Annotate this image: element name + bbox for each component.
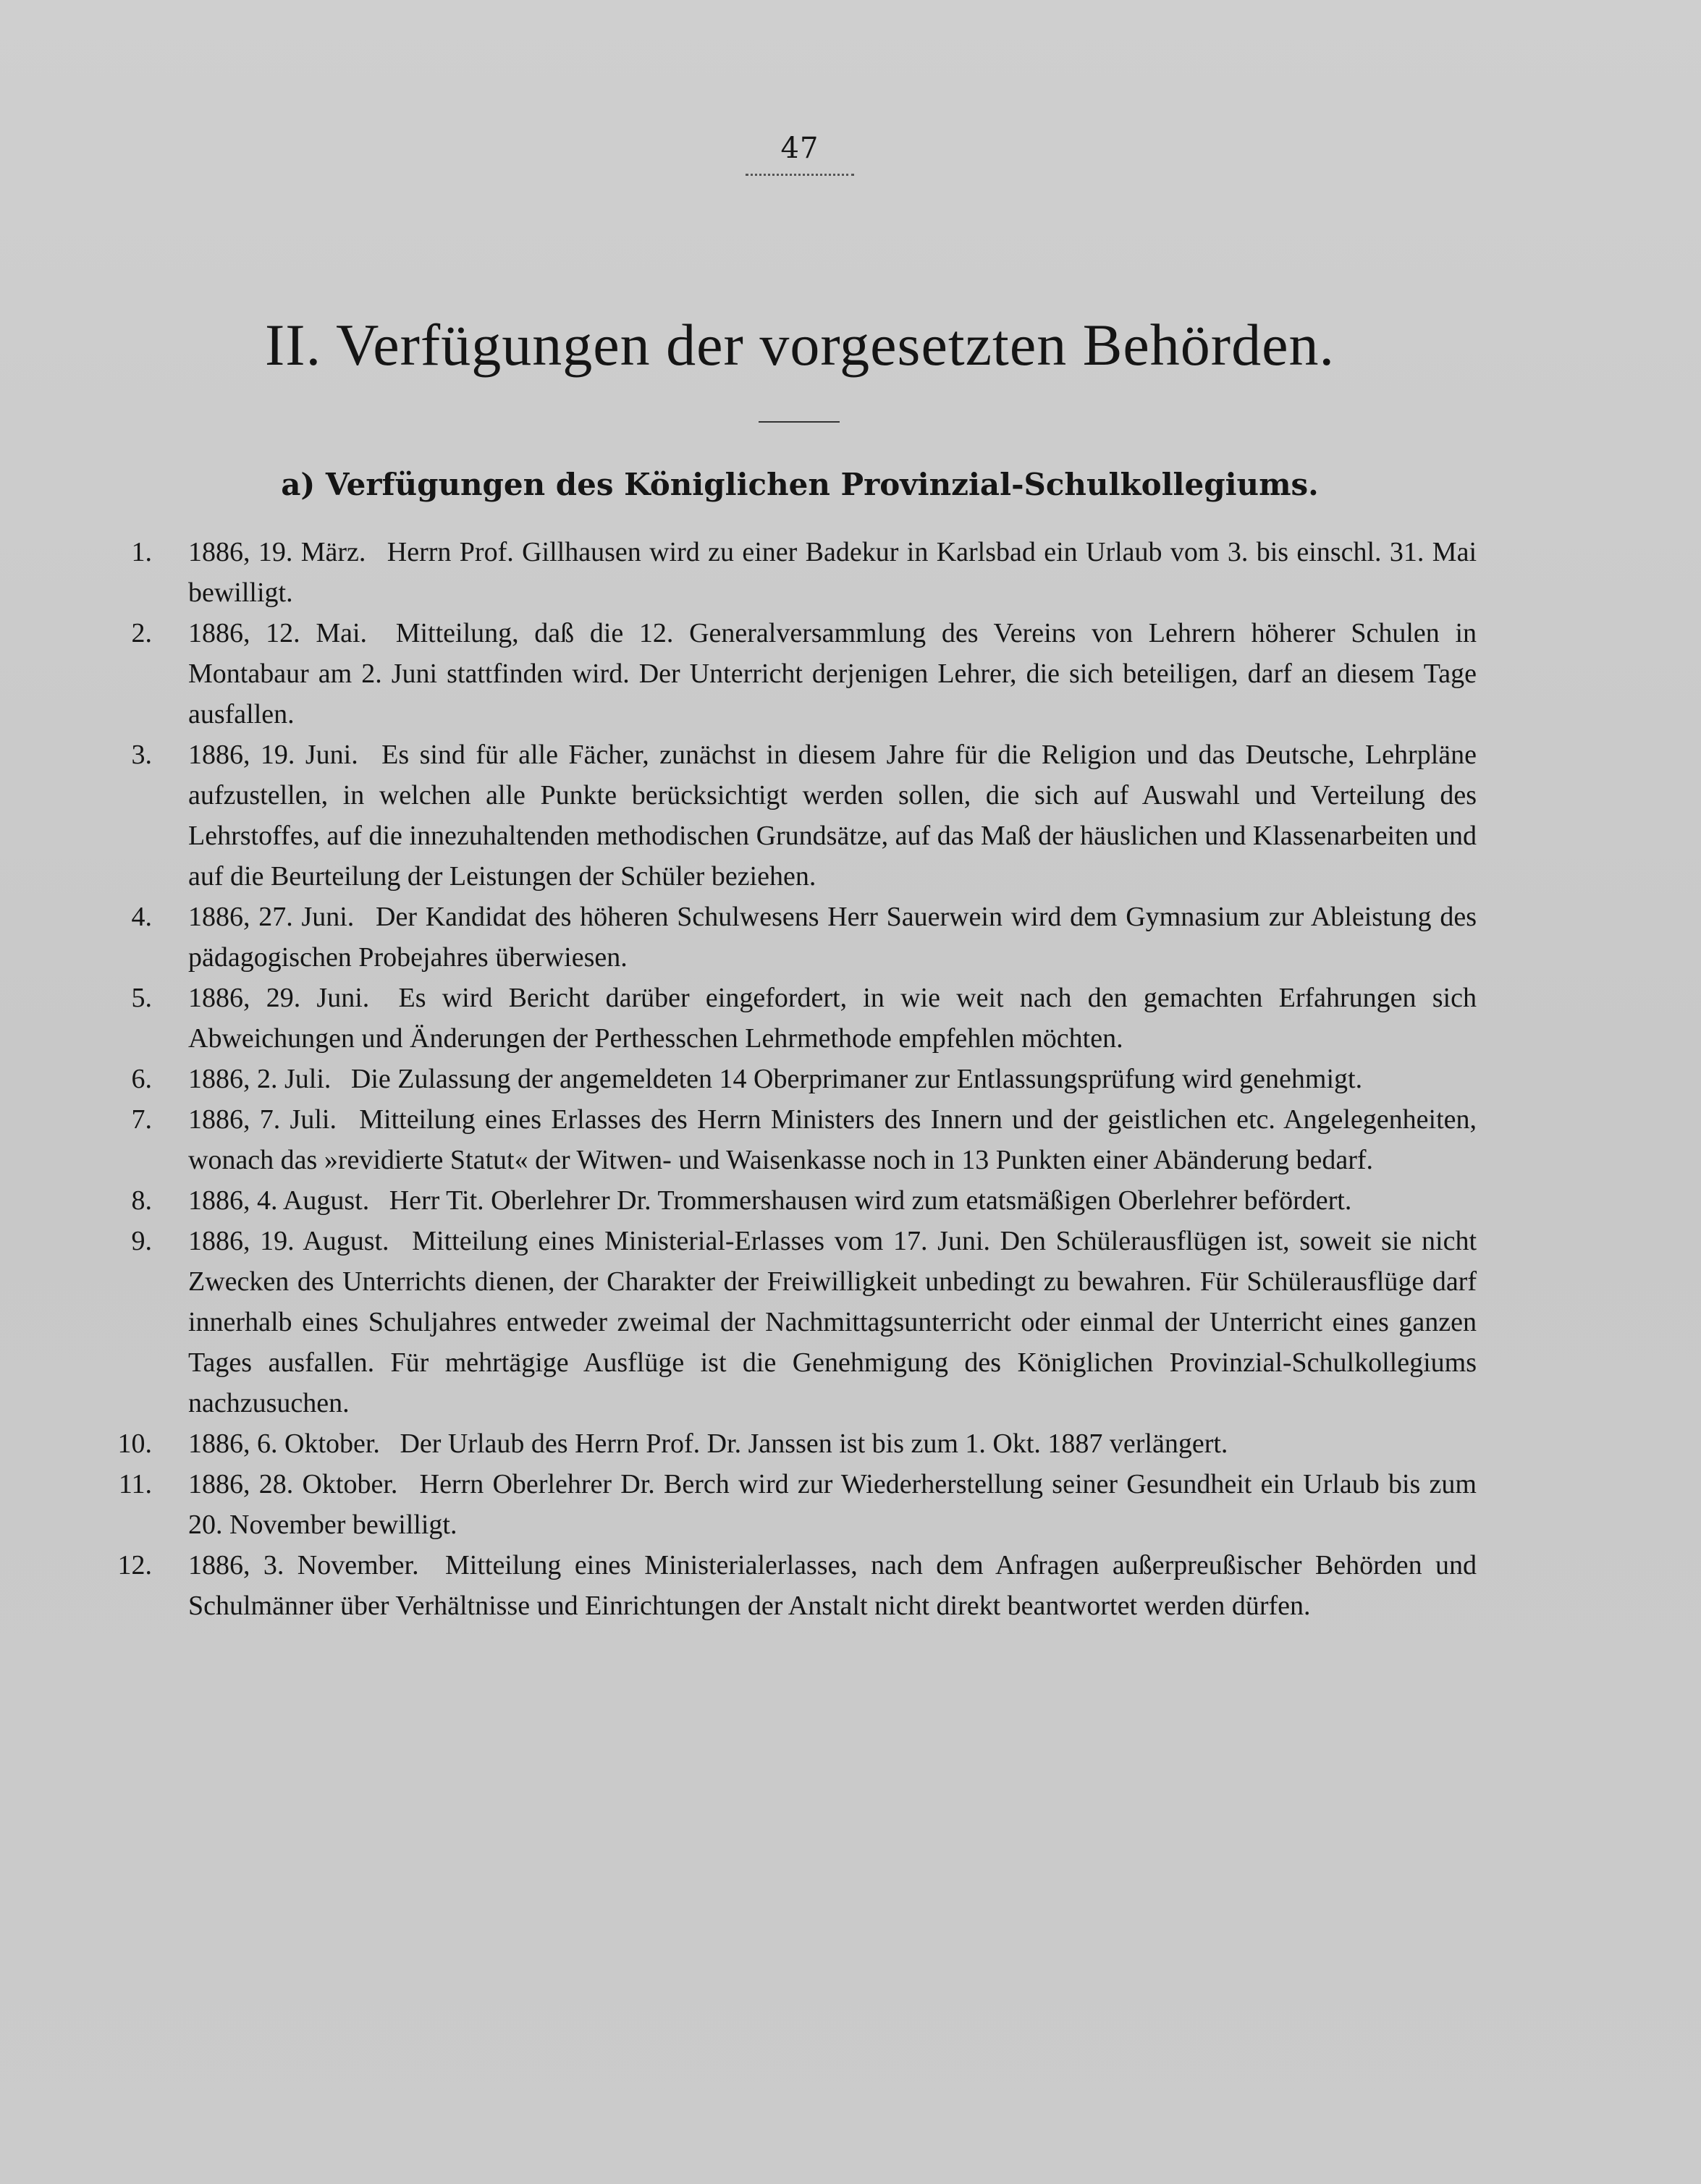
entry-text: Der Kandidat des höheren Schulwesens Herr Sauerwein wird dem Gymnasium zur Ableistung des pädagogischen Probejahres überwiesen.: [188, 902, 1477, 973]
entry-date: 1886, 6. Oktober.: [188, 1429, 380, 1459]
decree-entry-7: [101, 1099, 1477, 1180]
entry-number: 11.: [118, 1469, 152, 1499]
decree-entry-6: [101, 1059, 1477, 1099]
entry-text: Mitteilung eines Ministerialerlasses, nach dem Anfragen außerpreußischer Behörden und Schulmänner über Verhältnisse und Einrichtungen der Anstalt nicht direkt beantwortet werden dürfen.: [188, 1550, 1477, 1621]
section-heading: II. Verfügungen der vorgesetzten Behörden.: [264, 312, 1335, 378]
decree-entry-3: [101, 735, 1477, 897]
entry-text: Mitteilung, daß die 12. Generalversammlung des Vereins von Lehrern höherer Schulen in Montabaur am 2. Juni stattfinden wird. Der Unterricht derjenigen Lehrer, die sich beteiligen, darf an diesem Tage ausfallen.: [188, 618, 1477, 729]
entry-number: 1.: [131, 537, 152, 567]
decree-list: [101, 532, 1477, 1626]
decree-entry-5: [101, 978, 1477, 1059]
entry-date: 1886, 12. Mai.: [188, 618, 368, 648]
entry-number: 3.: [131, 740, 152, 770]
entry-number: 7.: [131, 1104, 152, 1135]
entry-date: 1886, 19. August.: [188, 1226, 389, 1256]
entry-text: Es wird Bericht darüber eingefordert, in wie weit nach den gemachten Erfahrungen sich Abweichungen und Änderungen der Perthesschen Lehrmethode empfehlen möchten.: [188, 983, 1477, 1054]
entry-text: Herrn Prof. Gillhausen wird zu einer Badekur in Karlsbad ein Urlaub vom 3. bis einschl. 31. Mai bewilligt.: [188, 537, 1477, 608]
page-number: 47: [780, 132, 819, 165]
entry-date: 1886, 4. August.: [188, 1185, 370, 1216]
entry-text: Herrn Oberlehrer Dr. Berch wird zur Wiederherstellung seiner Gesundheit ein Urlaub bis zum 20. November bewilligt.: [188, 1469, 1477, 1540]
entry-text: Mitteilung eines Ministerial-Erlasses vom 17. Juni. Den Schülerausflügen ist, soweit sie nicht Zwecken des Unterrichts dienen, der Charakter der Freiwilligkeit unbedingt zu bewahren. Für Schülerausflüge darf innerhalb eines Schuljahres entweder zweimal der Nachmittagsunterricht oder einmal der Unterricht eines ganzen Tages ausfallen. Für mehrtägige Ausflüge ist die Genehmigung des Königlichen Provinzial-Schulkollegiums nachzusuchen.: [188, 1226, 1477, 1418]
entry-date: 1886, 7. Juli.: [188, 1104, 337, 1135]
entry-date: 1886, 2. Juli.: [188, 1064, 332, 1094]
entry-number: 5.: [131, 983, 152, 1013]
entry-number: 6.: [131, 1064, 152, 1094]
page-number-ornament: [746, 174, 854, 176]
decree-entry-9: [101, 1221, 1477, 1423]
entry-date: 1886, 28. Oktober.: [188, 1469, 398, 1499]
entry-number: 4.: [131, 902, 152, 932]
entry-text: Mitteilung eines Erlasses des Herrn Ministers des Innern und der geistlichen etc. Angelegenheiten, wonach das »revidierte Statut« der Witwen- und Waisenkasse noch in 13 Punkten einer Abänderung bedarf.: [188, 1104, 1477, 1175]
entry-text: Die Zulassung der angemeldeten 14 Oberprimaner zur Entlassungsprüfung wird genehmigt.: [350, 1064, 1363, 1094]
decree-entry-8: [101, 1180, 1477, 1221]
heading-divider: [759, 421, 840, 423]
entry-number: 12.: [117, 1550, 152, 1580]
subsection-heading: a) Verfügungen des Königlichen Provinzial-Schulkollegiums.: [281, 467, 1319, 502]
decree-entry-2: [101, 613, 1477, 735]
entry-number: 9.: [131, 1226, 152, 1256]
decree-entry-12: [101, 1545, 1477, 1626]
entry-number: 8.: [131, 1185, 152, 1216]
entry-date: 1886, 3. November.: [188, 1550, 419, 1580]
entry-text: Der Urlaub des Herrn Prof. Dr. Janssen ist bis zum 1. Okt. 1887 verlängert.: [400, 1429, 1228, 1459]
entry-date: 1886, 29. Juni.: [188, 983, 370, 1013]
entry-date: 1886, 19. März.: [188, 537, 366, 567]
entry-text: Es sind für alle Fächer, zunächst in diesem Jahre für die Religion und das Deutsche, Lehrpläne aufzustellen, in welchen alle Punkte berücksichtigt werden sollen, die sich auf Auswahl und Verteilung des Lehrstoffes, auf die innezuhaltenden methodischen Grundsätze, auf das Maß der häuslichen und Klassenarbeiten und auf die Beurteilung der Leistungen der Schüler beziehen.: [188, 740, 1477, 892]
entry-date: 1886, 19. Juni.: [188, 740, 358, 770]
entry-number: 2.: [131, 618, 152, 648]
entry-text: Herr Tit. Oberlehrer Dr. Trommershausen wird zum etatsmäßigen Oberlehrer befördert.: [389, 1185, 1352, 1216]
decree-entry-1: [101, 532, 1477, 613]
decree-entry-4: [101, 897, 1477, 978]
entry-number: 10.: [117, 1429, 152, 1459]
decree-entry-10: [101, 1423, 1477, 1464]
entry-date: 1886, 27. Juni.: [188, 902, 355, 932]
decree-entry-11: [101, 1464, 1477, 1545]
